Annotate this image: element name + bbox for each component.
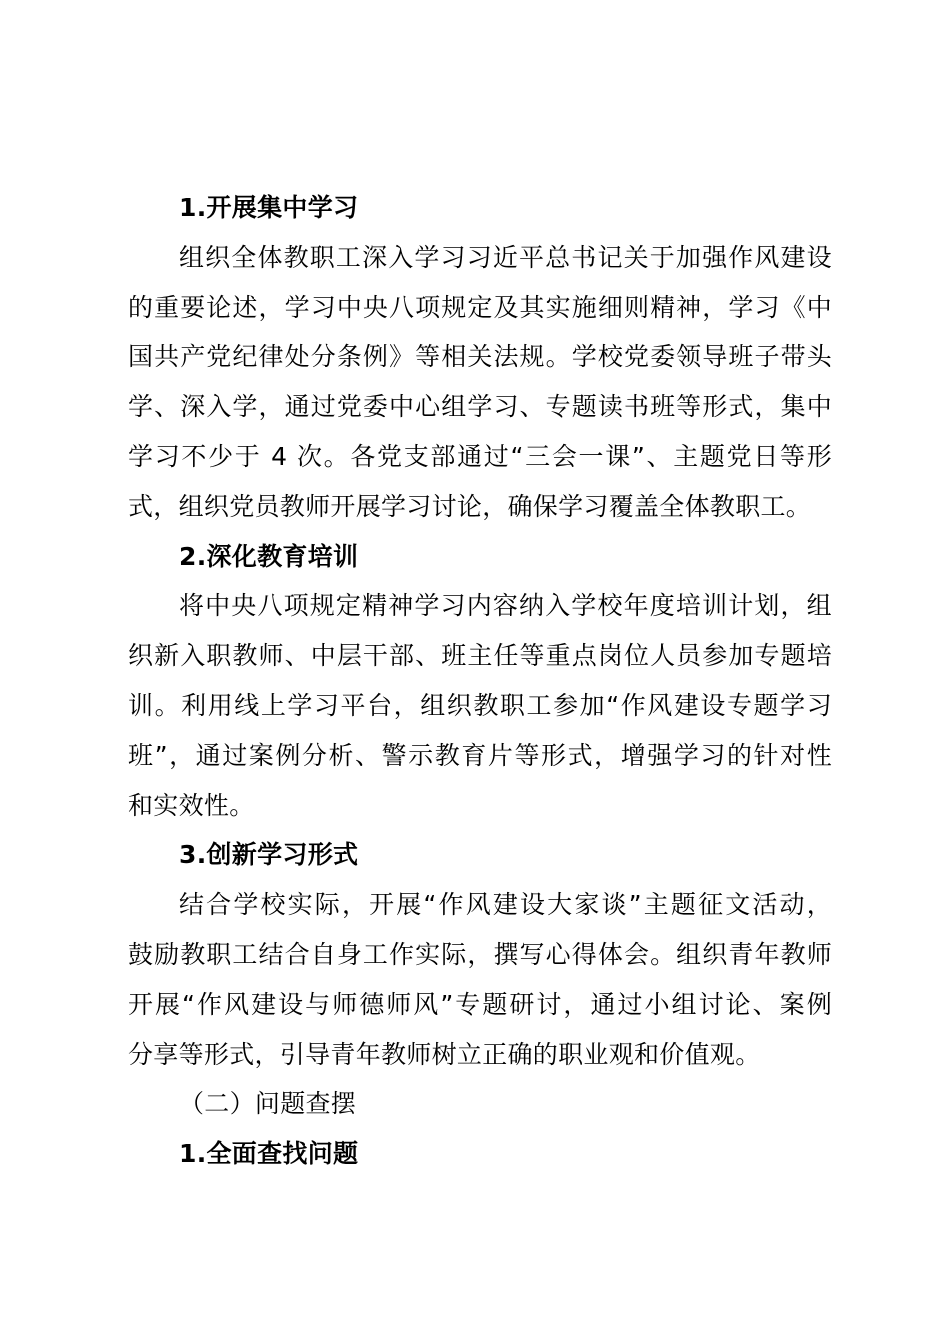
- section-heading: 2.深化教育培训: [179, 541, 359, 571]
- section-heading: 1.全面查找问题: [179, 1139, 359, 1169]
- paragraph-line: 结合学校实际，开展“作风建设大家谈”主题征文活动，: [179, 890, 832, 920]
- paragraph-line: 学习不少于 4 次。各党支部通过“三会一课”、主题党日等形: [128, 441, 832, 471]
- paragraph-line: 班”，通过案例分析、警示教育片等形式，增强学习的针对性: [128, 740, 832, 770]
- paragraph-line: 训。利用线上学习平台，组织教职工参加“作风建设专题学习: [128, 690, 832, 720]
- section-heading: 3.创新学习形式: [179, 840, 359, 870]
- section-heading: 1.开展集中学习: [179, 193, 359, 222]
- paragraph-line: 的重要论述，学习中央八项规定及其实施细则精神，学习《中: [128, 292, 832, 322]
- paragraph-line: （二）问题查摆: [179, 1089, 357, 1119]
- paragraph-line: 将中央八项规定精神学习内容纳入学校年度培训计划，组: [179, 591, 832, 621]
- paragraph-line: 国共产党纪律处分条例》等相关法规。学校党委领导班子带头: [128, 342, 832, 372]
- document-page: [128, 183, 832, 1179]
- paragraph-line: 和实效性。: [128, 790, 255, 820]
- paragraph-line: 鼓励教职工结合自身工作实际，撰写心得体会。组织青年教师: [128, 939, 832, 969]
- paragraph-line: 开展“作风建设与师德师风”专题研讨，通过小组讨论、案例: [128, 989, 832, 1019]
- paragraph-line: 分享等形式，引导青年教师树立正确的职业观和价值观。: [128, 1039, 761, 1069]
- paragraph-line: 式，组织党员教师开展学习讨论，确保学习覆盖全体教职工。: [128, 491, 812, 521]
- paragraph-line: 组织全体教职工深入学习习近平总书记关于加强作风建设: [179, 242, 832, 272]
- paragraph-line: 织新入职教师、中层干部、班主任等重点岗位人员参加专题培: [128, 641, 832, 671]
- paragraph-line: 学、深入学，通过党委中心组学习、专题读书班等形式，集中: [128, 392, 832, 422]
